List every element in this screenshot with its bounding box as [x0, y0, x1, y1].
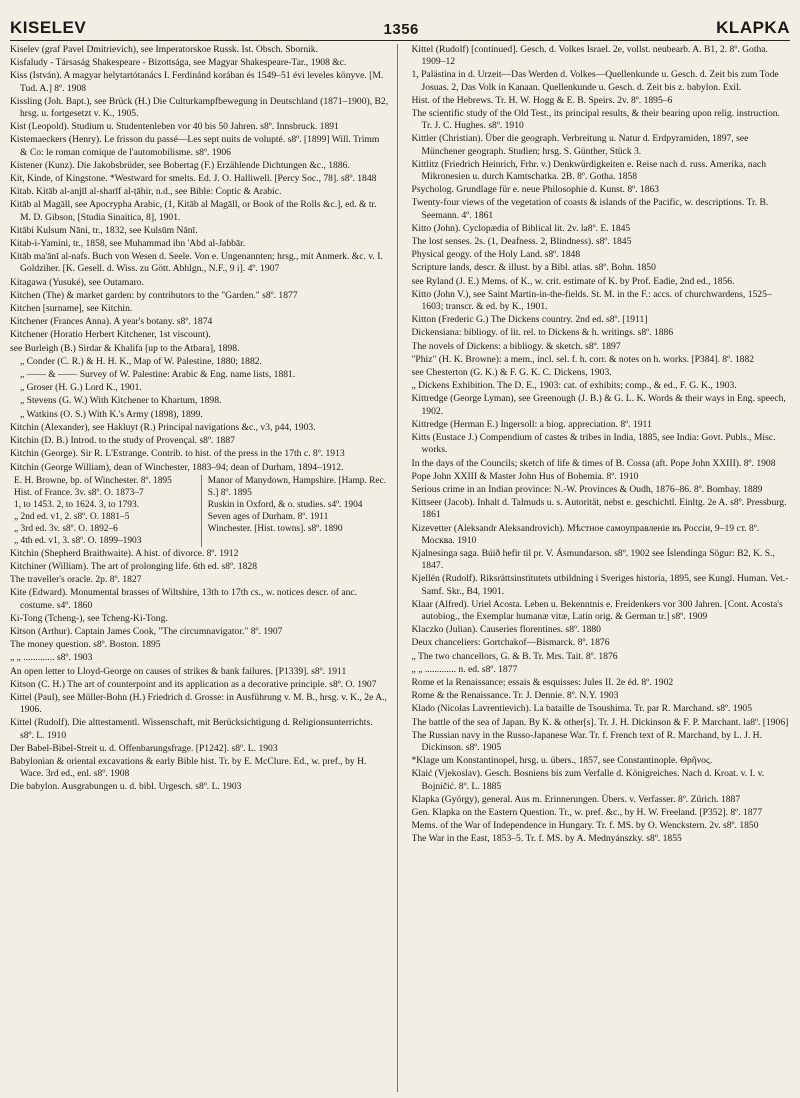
catalogue-entry: Kistener (Kunz). Die Jakobsbrüder, see Bobertag (F.) Erzählende Dichtungen &c., 1886.: [10, 159, 350, 171]
catalogue-entry: Kitts (Eustace J.) Compendium of castes & tribes in India, 1885, see India: Govt. Publs., Misc. works.: [411, 432, 776, 456]
catalogue-entry: Klaar (Alfred). Uriel Acosta. Leben u. Bekenntnis e. Freidenkers vor 300 Jahren. [Cont. Acosta's autobiog., the Exemplar humanæ vitæ, Latin orig. & German tr.] s8º. 1909: [411, 598, 783, 622]
catalogue-entry: The lost senses. 2s. (1, Deafness. 2, Blindness). s8º. 1845: [411, 236, 632, 248]
catalogue-entry: Klaić (Vjekoslav). Gesch. Bosniens bis zum Verfalle d. Königreiches. Nach d. Kroat. v. I. v. Bojničić. 8º. L. 1885: [411, 768, 765, 792]
kitchin-works-right: Manor of Manydown, Hampshire. [Hamp. Rec. S.] 8º. 1895 Ruskin in Oxford, & o. studies. s4º. 1904 Seven ages of Durham. 8º. 1911 Winchester. [Hist. towns]. s8º. 1890: [201, 475, 389, 547]
catalogue-entry: „ Groser (H. G.) Lord K., 1901.: [20, 382, 142, 394]
catalogue-entry: Kistemaeckers (Henry). Le frisson du passé—Les sept nuits de volupté. s8º. [1899] Will. Trimm & Co: le roman comique de l'automobilisme. s8º. 1906: [10, 134, 380, 158]
header-left: KISELEV: [10, 18, 87, 37]
catalogue-entry: Kitchener (Horatio Herbert Kitchener, 1st viscount).: [10, 329, 211, 341]
catalogue-entry: „ Dickens Exhibition. The D. E., 1903: cat. of exhibits; comp., & ed., F. G. K., 1903.: [411, 380, 737, 392]
catalogue-entry: Pope John XXIII & Master John Hus of Bohemia. 8º. 1910: [411, 470, 639, 482]
catalogue-entry: Kite (Edward). Monumental brasses of Wiltshire, 13th to 17th cs., w. notices descr. of anc. costume. s4º. 1860: [10, 587, 358, 611]
catalogue-entry: Rome & the Renaissance. Tr. J. Dennie. 8º. N.Y. 1903: [411, 690, 619, 702]
catalogue-entry: Kitchener (Frances Anna). A year's botany. s8º. 1874: [10, 316, 213, 328]
catalogue-entry: Physical geogy. of the Holy Land. s8º. 1848: [411, 249, 581, 261]
catalogue-entry: Kitagawa (Yusuké), see Outamaro.: [10, 276, 144, 288]
catalogue-entry: The War in the East, 1853–5. Tr. f. MS. by A. Mednyánszky. s8º. 1855: [411, 833, 682, 845]
catalogue-entry: Kittredge (George Lyman), see Greenough (J. B.) & G. L. K. Words & their ways in Eng. speech, 1902.: [411, 393, 786, 417]
catalogue-entry: The traveller's oracle. 2p. 8º. 1827: [10, 574, 142, 586]
catalogue-entry: „ Conder (C. R.) & H. H. K., Map of W. Palestine, 1880; 1882.: [20, 355, 262, 367]
catalogue-entry: Kitchin (Alexander), see Hakluyt (R.) Principal navigations &c., v3, p44, 1903.: [10, 421, 316, 433]
catalogue-entry: Kizevetter (Aleksandr Aleksandrovich). Мѣстное самоуправленіе въ Россіи, 9–19 ст. 8º. Москва. 1910: [411, 522, 760, 546]
catalogue-columns: [10, 44, 790, 1092]
catalogue-entry: The Russian navy in the Russo-Japanese War. Tr. f. French text of R. Marchand, by L. J. H. Dickinson. s8º. 1905: [411, 729, 763, 753]
catalogue-entry: Kitāb al Magāll, see Apocrypha Arabic, (1, Kitāb al Magāll, or Book of the Rolls &c.], ed. & tr. M. D. Gibson, [Studia Sinaitica, 8], 1901.: [10, 199, 377, 223]
catalogue-entry: Serious crime in an Indian province: N.-W. Provinces & Oudh, 1876–86. 8º. Bombay. 1889: [411, 483, 763, 495]
catalogue-entry: see Burleigh (B.) Sirdar & Khalifa [up to the Atbara], 1898.: [10, 342, 240, 354]
catalogue-entry: Kittlitz (Friedrich Heinrich, Frhr. v.) Denkwürdigkeiten e. Reise nach d. russ. Amerika, nach Mikronesien u. durch Kamtschatka. 2B. 8º. Gotha. 1858: [411, 158, 767, 183]
catalogue-entry: Kiss (István). A magyar helytartótanács I. Ferdinánd korában és 1549–51 évi leveles könyve. [M. Tud. A.] 8º. 1908: [10, 70, 384, 94]
kitchin-works-left: E. H. Browne, bp. of Winchester. 8º. 1895 Hist. of France. 3v. s8º. O. 1873–7 1, to 1453. 2, to 1624. 3, to 1793. „ 2nd ed. v1, 2. s8º. O. 1881–5 „ 3rd ed. 3v. s8º. O. 1892–6 „ 4th ed. v1, 3. s8º. O. 1899–1903: [14, 475, 172, 546]
catalogue-entry: The novels of Dickens: a bibliogy. & sketch. s8º. 1897: [411, 340, 621, 352]
catalogue-entry: Kiselev (graf Pavel Dmitrievich), see Imperatorskoe Russk. Ist. Obsch. Sbornik.: [10, 44, 318, 55]
catalogue-entry: Kitab-i-Yamini, tr., 1858, see Muhammad ibn 'Abd al-Jabbār.: [10, 238, 246, 250]
catalogue-entry: Psycholog. Grundlage für e. neue Philosophie d. Kunst. 8º. 1863: [411, 184, 660, 196]
catalogue-entry: Babylonian & oriental excavations & early Bible hist. Tr. by E. McClure. Ed., w. pref., by H. Wace. 3rd ed., enl. s8º. 1908: [10, 755, 367, 780]
catalogue-entry: „ —— & —— Survey of W. Palestine: Arabic & Eng. name lists, 1881.: [20, 369, 296, 381]
catalogue-entry: An open letter to Lloyd-George on causes of strikes & bank failures. [P1339]. s8º. 1911: [10, 665, 347, 677]
left-column: [10, 44, 398, 1092]
catalogue-entry: "Phiz" (H. K. Browne): a mem., incl. sel. f. h. corr. & notes on h. works. [P384]. 8º. 1882: [411, 353, 755, 365]
catalogue-entry: Kittel (Rudolf) [continued]. Gesch. d. Volkes Israel. 2e, vollst. neubearb. A. B1, 2. 8º. Gotha. 1909–12: [411, 44, 768, 68]
catalogue-entry: *Klage um Konstantinopel, hrsg. u. übers., 1857, see Constantinople. Θρῆνος.: [411, 755, 713, 767]
catalogue-entry: The battle of the sea of Japan. By K. & other[s]. Tr. J. H. Dickinson & F. P. Marchant. la8º. [1906]: [411, 716, 789, 728]
header-rule: [10, 40, 790, 41]
catalogue-entry: Der Babel-Bibel-Streit u. d. Offenbarungsfrage. [P1242]. s8º. L. 1903: [10, 742, 278, 754]
catalogue-entry: Mems. of the War of Independence in Hungary. Tr. f. MS. by O. Wenckstern. 2v. s8º. 1850: [411, 820, 759, 832]
catalogue-entry: Rome et la Renaissance; essais & esquisses: Jules II. 2e éd. 8º. 1902: [411, 676, 674, 688]
catalogue-entry: Kittredge (Herman E.) Ingersoll: a biog. appreciation. 8º. 1911: [411, 418, 652, 430]
catalogue-entry: 1, Palästina in d. Urzeit—Das Werden d. Volkes—Quellenkunde u. Gesch. d. Zeit bis zum Tode Josuas. 2, Das Volk in Kanaan. Quellenkunde u. Gesch. d. Zeit bis z. babylon. Exil.: [411, 69, 779, 93]
catalogue-entry: Dickensiana: bibliogy. of lit. rel. to Dickens & h. writings. s8º. 1886: [411, 327, 674, 339]
catalogue-entry: Kitchen (The) & market garden: by contributors to the "Garden." s8º. 1877: [10, 289, 298, 301]
catalogue-entry: Kitto (John V.), see Saint Martin-in-the-fields. St. M. in the F.: accs. of churchwardens, 1525–1603; transcr. & ed. by K., 1901.: [411, 288, 772, 313]
catalogue-entry: Kittel (Paul), see Müller-Bohn (H.) Friedrich d. Grosse: in Ausführung v. M. B., hrsg. v. K., 2e A., 1906.: [10, 691, 387, 716]
catalogue-entry: Kittel (Rudolf). Die alttestamentl. Wissenschaft, mit Berücksichtigung d. Religionsunterrichts. s8º. L. 1910: [10, 717, 373, 741]
catalogue-entry: „ Watkins (O. S.) With K.'s Army (1898), 1899.: [20, 408, 203, 420]
catalogue-entry: Klado (Nicolas Lavrentievich). La bataille de Tsoushima. Tr. par R. Marchand. s8º. 1905: [411, 703, 752, 715]
catalogue-entry: see Ryland (J. E.) Mems. of K., w. crit. estimate of K. by Prof. Eadie, 2nd ed., 1856.: [411, 275, 735, 287]
catalogue-entry: Kitchin (George). Sir R. L'Estrange. Contrib. to hist. of the press in the 17th c. 8º. 1913: [10, 448, 345, 460]
catalogue-entry: Kisfaludy - Társaság Shakespeare - Bizottsága, see Magyar Shakespeare-Tar., 1908 &c.: [10, 57, 347, 69]
kitchin-works-table: [10, 475, 389, 547]
catalogue-entry: The money question. s8º. Boston. 1895: [10, 639, 161, 651]
catalogue-entry: Klapka (György), general. Aus m. Erinnerungen. Übers. v. Verfasser. 8º. Zürich. 1887: [411, 793, 741, 805]
catalogue-entry: Kittler (Christian). Über die geograph. Verbreitung u. Natur d. Erdpyramiden, 1897, see Münchener geograph. Studien; hrsg. S. Günther, Stück 3.: [411, 133, 749, 157]
catalogue-entry: Klaczko (Julian). Causeries florentines. s8º. 1880: [411, 624, 601, 636]
catalogue-entry: Kitto (John). Cyclopædia of Biblical lit. 2v. la8º. E. 1845: [411, 222, 631, 234]
catalogue-entry: Kitchen [surname], see Kitchin.: [10, 303, 133, 315]
running-header: [10, 10, 790, 38]
catalogue-entry: Kitābi Kulsum Nāni, tr., 1832, see Kulsūm Nānī.: [10, 224, 198, 236]
catalogue-entry: Kjalnesinga saga. Búið hefir til pr. V. Ásmundarson. s8º. 1902 see Íslendinga Sögur: B2, K. S., 1847.: [411, 547, 775, 572]
catalogue-entry: Kitton (Frederic G.) The Dickens country. 2nd ed. s8º. [1911]: [411, 314, 648, 326]
catalogue-entry: Ki-Tong (Tcheng-), see Tcheng-Ki-Tong.: [10, 612, 168, 624]
catalogue-entry: Kitchin (Shepherd Braithwaite). A hist. of divorce. 8º. 1912: [10, 547, 239, 559]
catalogue-entry: Hist. of the Hebrews. Tr. H. W. Hogg & E. B. Speirs. 2v. 8º. 1895–6: [411, 94, 673, 106]
catalogue-entry: Kitchiner (William). The art of prolonging life. 6th ed. s8º. 1828: [10, 560, 257, 572]
catalogue-entry: Kitāb ma'ānī al-nafs. Buch von Wesen d. Seele. Von e. Ungenannten; hrsg., mit Anmerk. &c. v. I. Goldziher. [K. Gesell. d. Wiss. zu Gött. Abhlgn., N.F., 9 i]. 4º. 1907: [10, 251, 383, 275]
catalogue-entry: In the days of the Councils; sketch of life & times of B. Cossa (aft. Pope John XXIII). 8º. 1908: [411, 457, 776, 469]
catalogue-entry: Kit, Kinde, of Kingstone. *Westward for smelts. Ed. J. O. Halliwell. [Percy Soc., 78]. s8º. 1848: [10, 173, 377, 185]
right-column: [412, 44, 791, 1092]
catalogue-entry: Deux chanceliers: Gortchakof—Bismarck. 8º. 1876: [411, 637, 610, 649]
catalogue-entry: Gen. Klapka on the Eastern Question. Tr., w. pref. &c., by H. W. Freeland. [P352]. 8º. 1877: [411, 806, 763, 818]
catalogue-entry: „ Stevens (G. W.) With Kitchener to Khartum, 1898.: [20, 395, 222, 407]
catalogue-entry: Kitchin (George William), dean of Winchester, 1883–94; dean of Durham, 1894–1912.: [10, 461, 344, 473]
catalogue-entry: Kittseer (Jacob). Inhalt d. Talmuds u. s. Autorität, nebst e. geschichtl. Einltg. 2e A. s8º. Pressburg. 1861: [411, 497, 787, 521]
catalogue-entry: „ „ ............. s8º. 1903: [10, 652, 93, 664]
catalogue-entry: Kitson (Arthur). Captain James Cook, "The circumnavigator." 8º. 1907: [10, 625, 283, 637]
catalogue-entry: see Chesterton (G. K.) & F. G. K. C. Dickens, 1903.: [411, 367, 612, 379]
catalogue-entry: Kitchin (D. B.) Introd. to the study of Provençal. s8º. 1887: [10, 435, 235, 447]
catalogue-entry: Kjellén (Rudolf). Riksrättsinstitutets utbildning i Sveriges historia, 1895, see Kungl. Human. Vet.-Samf. Skr., B4, 1901.: [411, 573, 789, 597]
catalogue-entry: Die babylon. Ausgrabungen u. d. bibl. Urgesch. s8º. L. 1903: [10, 781, 242, 793]
page-number: 1356: [383, 21, 419, 38]
catalogue-entry: The scientific study of the Old Test., its principal results, & their bearing upon relig. instruction. Tr. J. C. Hughes. s8º. 1910: [411, 108, 780, 132]
catalogue-entry: „ „ ............. n. ed. s8º. 1877: [411, 663, 518, 675]
catalogue-entry: Scripture lands, descr. & illust. by a Bibl. atlas. s8º. Bohn. 1850: [411, 262, 656, 274]
header-right: KLAPKA: [716, 18, 790, 37]
catalogue-entry: „ The two chancellors, G. & B. Tr. Mrs. Tait. 8º. 1876: [411, 650, 618, 662]
catalogue-entry: Kist (Leopold). Studium u. Studentenleben vor 40 bis 50 Jahren. s8º. Innsbruck. 1891: [10, 121, 339, 133]
catalogue-entry: Kitab. Kitāb al-anjīl al-sharīf al-ṭāhir, n.d., see Bible: Coptic & Arabic.: [10, 186, 282, 198]
catalogue-entry: Kissling (Joh. Bapt.), see Brück (H.) Die Culturkampfbewegung in Deutschland (1871–1900), B2, hrsg. u. fortgesetzt v. K., 1905.: [10, 95, 389, 120]
catalogue-entry: Twenty-four views of the vegetation of coasts & islands of the Pacific, w. descriptions. Tr. B. Seemann. 4º. 1861: [411, 197, 769, 221]
catalogue-entry: Kitson (C. H.) The art of counterpoint and its application as a decorative principle. s8º. O. 1907: [10, 678, 377, 690]
